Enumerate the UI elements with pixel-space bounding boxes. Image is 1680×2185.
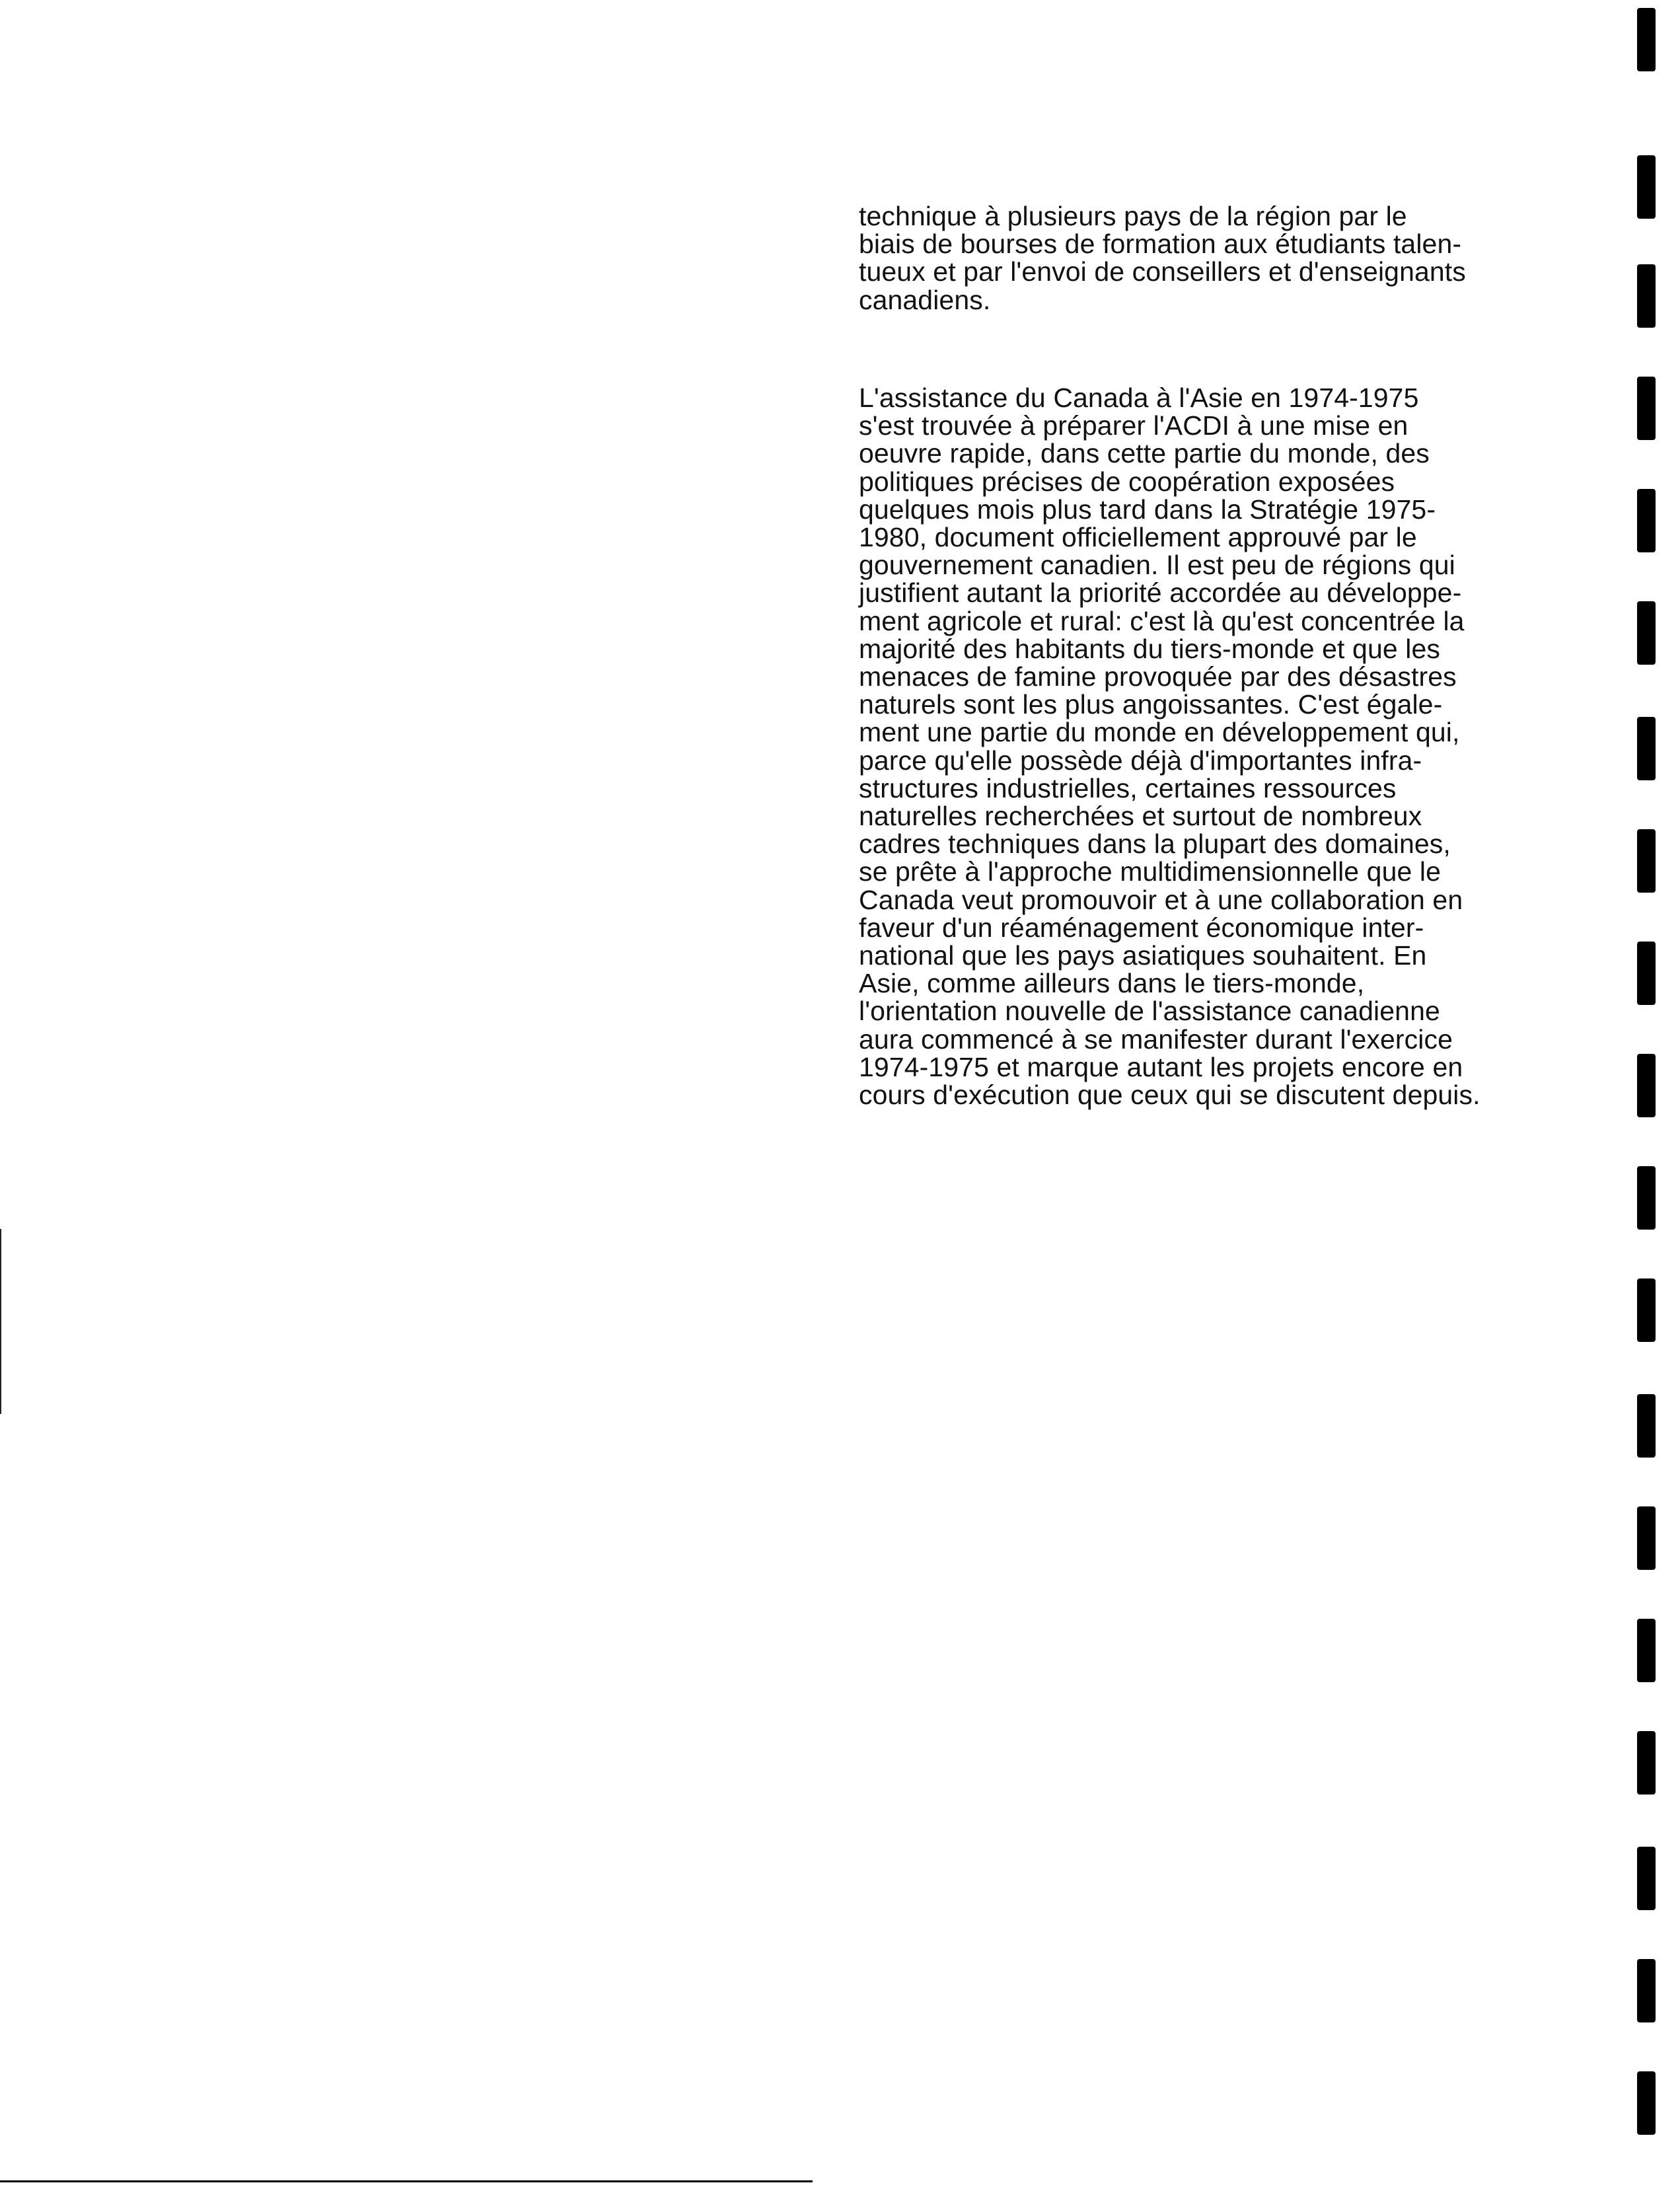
- text-line: tueux et par l'envoi de conseillers et d'enseignants: [859, 256, 1466, 287]
- bottom-scan-edge: [0, 2180, 813, 2182]
- binding-hole: [1637, 1731, 1656, 1795]
- binding-hole: [1637, 1394, 1656, 1458]
- binding-holes: [1637, 0, 1657, 2185]
- text-line: structures industrielles, certaines ressources: [859, 772, 1397, 803]
- text-line: naturels sont les plus angoissantes. C'est égale-: [859, 689, 1443, 720]
- text-line: justifient autant la priorité accordée au développe-: [859, 577, 1462, 609]
- text-line: biais de bourses de formation aux étudiants talen-: [859, 229, 1462, 260]
- text-line: Canada veut promouvoir et à une collaboration en: [859, 884, 1463, 915]
- text-line: politiques précises de coopération exposées: [859, 466, 1395, 497]
- text-line: ment une partie du monde en développement qui,: [859, 717, 1460, 748]
- paragraph-1: [859, 202, 1466, 314]
- binding-hole: [1637, 717, 1656, 780]
- binding-hole: [1637, 1847, 1656, 1910]
- binding-hole: [1637, 1619, 1656, 1682]
- binding-hole: [1637, 1054, 1656, 1117]
- binding-hole: [1637, 264, 1656, 328]
- text-line: Asie, comme ailleurs dans le tiers-monde,: [859, 968, 1365, 999]
- text-line: quelques mois plus tard dans la Stratégie 1975-: [859, 494, 1436, 525]
- binding-hole: [1637, 1506, 1656, 1570]
- text-line: aura commencé à se manifester durant l'exercice: [859, 1023, 1453, 1055]
- binding-hole: [1637, 489, 1656, 552]
- binding-hole: [1637, 155, 1656, 219]
- text-line: L'assistance du Canada à l'Asie en 1974-1975: [859, 383, 1419, 413]
- binding-hole: [1637, 942, 1656, 1005]
- binding-hole: [1637, 377, 1656, 440]
- text-line: 1974-1975 et marque autant les projets encore en: [859, 1051, 1463, 1082]
- scan-edge-mark: [0, 1229, 1, 1414]
- text-line: oeuvre rapide, dans cette partie du monde, des: [859, 438, 1430, 469]
- text-line: national que les pays asiatiques souhaitent. En: [859, 940, 1427, 971]
- text-line: gouvernement canadien. Il est peu de régions qui: [859, 550, 1455, 581]
- binding-hole: [1637, 1278, 1656, 1342]
- binding-hole: [1637, 601, 1656, 665]
- binding-hole: [1637, 1166, 1656, 1230]
- paragraph-2: [859, 384, 1480, 1109]
- text-line: cadres techniques dans la plupart des domaines,: [859, 829, 1451, 860]
- binding-hole: [1637, 2071, 1656, 2135]
- text-line: technique à plusieurs pays de la région par le: [859, 201, 1407, 231]
- text-line: canadiens.: [859, 284, 991, 315]
- text-line: faveur d'un réaménagement économique inter-: [859, 912, 1424, 943]
- binding-hole: [1637, 1959, 1656, 2022]
- binding-hole: [1637, 829, 1656, 893]
- text-line: menaces de famine provoquée par des désastres: [859, 661, 1457, 692]
- binding-hole: [1637, 8, 1656, 71]
- text-line: naturelles recherchées et surtout de nombreux: [859, 801, 1422, 832]
- text-line: parce qu'elle possède déjà d'importantes infra-: [859, 745, 1422, 776]
- text-line: majorité des habitants du tiers-monde et que les: [859, 633, 1440, 664]
- text-line: 1980, document officiellement approuvé par le: [859, 522, 1417, 553]
- text-line: s'est trouvée à préparer l'ACDI à une mise en: [859, 410, 1408, 441]
- text-line: ment agricole et rural: c'est là qu'est concentrée la: [859, 605, 1465, 636]
- text-line: se prête à l'approche multidimensionnelle que le: [859, 856, 1441, 887]
- text-line: l'orientation nouvelle de l'assistance canadienne: [859, 996, 1440, 1027]
- text-line: cours d'exécution que ceux qui se discutent depuis.: [859, 1080, 1480, 1111]
